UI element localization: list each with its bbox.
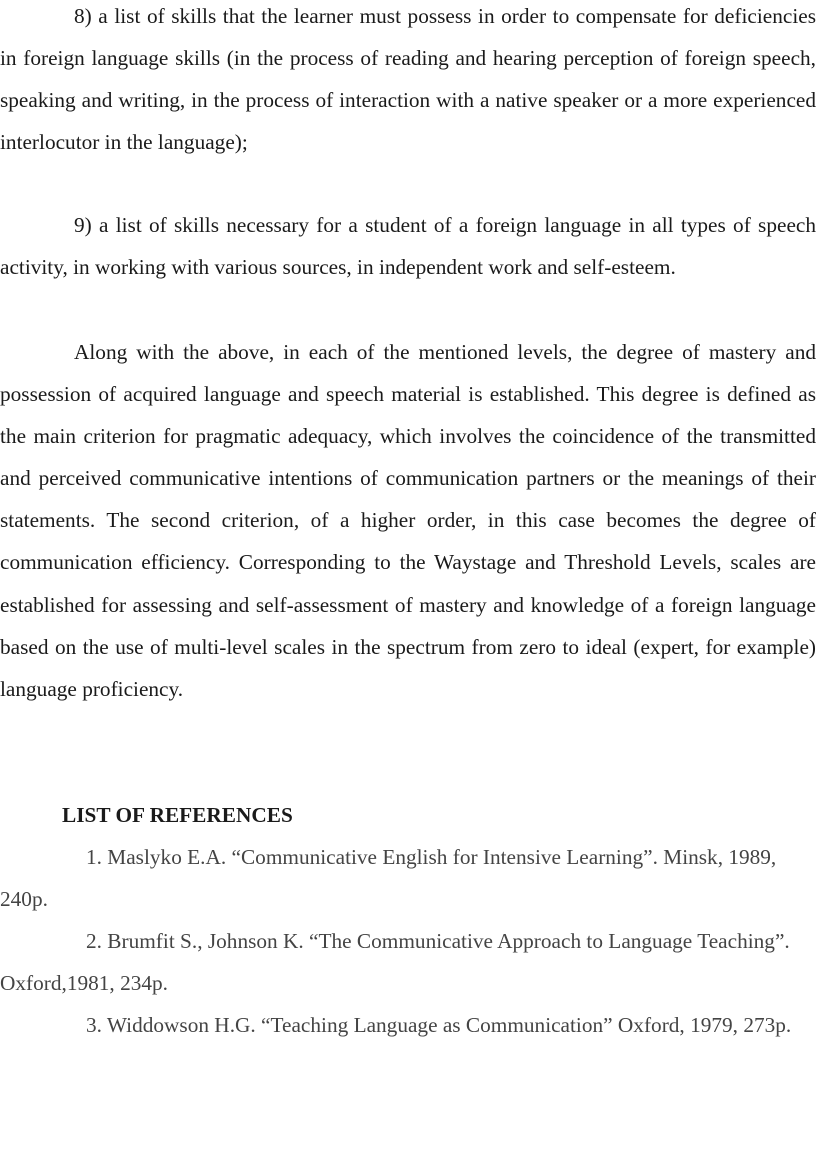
paragraph-item-9: 9) a list of skills necessary for a student of a foreign language in all types of speech activity, in working with various sources, in independent work and self-esteem. [0, 213, 816, 280]
paragraph-item-8: 8) a list of skills that the learner must possess in order to compensate for deficiencies in foreign language skills (in the process of reading and hearing perception of foreign speech, speaking and writing, in the process of interaction with a native speaker or a more experienced interlocutor in the language); [0, 4, 816, 155]
reference-item-1: 1. Maslyko E.A. “Communicative English for Intensive Learning”. Minsk, 1989, 240p. [0, 845, 777, 911]
reference-item-2: 2. Brumfit S., Johnson K. “The Communicative Approach to Language Teaching”. Oxford,1981, 234p. [0, 929, 790, 995]
reference-item-3: 3. Widdowson H.G. “Teaching Language as Communication” Oxford, 1979, 273p. [86, 1013, 792, 1037]
references-heading: LIST OF REFERENCES [62, 803, 293, 827]
paragraph-body: Along with the above, in each of the mentioned levels, the degree of mastery and possession of acquired language and speech material is established. This degree is defined as the main criterion for pragmatic adequacy, which involves the coincidence of the transmitted and perceived communicative intentions of communication partners or the meanings of their statements. The second criterion, of a higher order, in this case becomes the degree of communication efficiency. Corresponding to the Waystage and Threshold Levels, scales are established for assessing and self-assessment of mastery and knowledge of a foreign language based on the use of multi-level scales in the spectrum from zero to ideal (expert, for example) language proficiency. [0, 340, 816, 701]
